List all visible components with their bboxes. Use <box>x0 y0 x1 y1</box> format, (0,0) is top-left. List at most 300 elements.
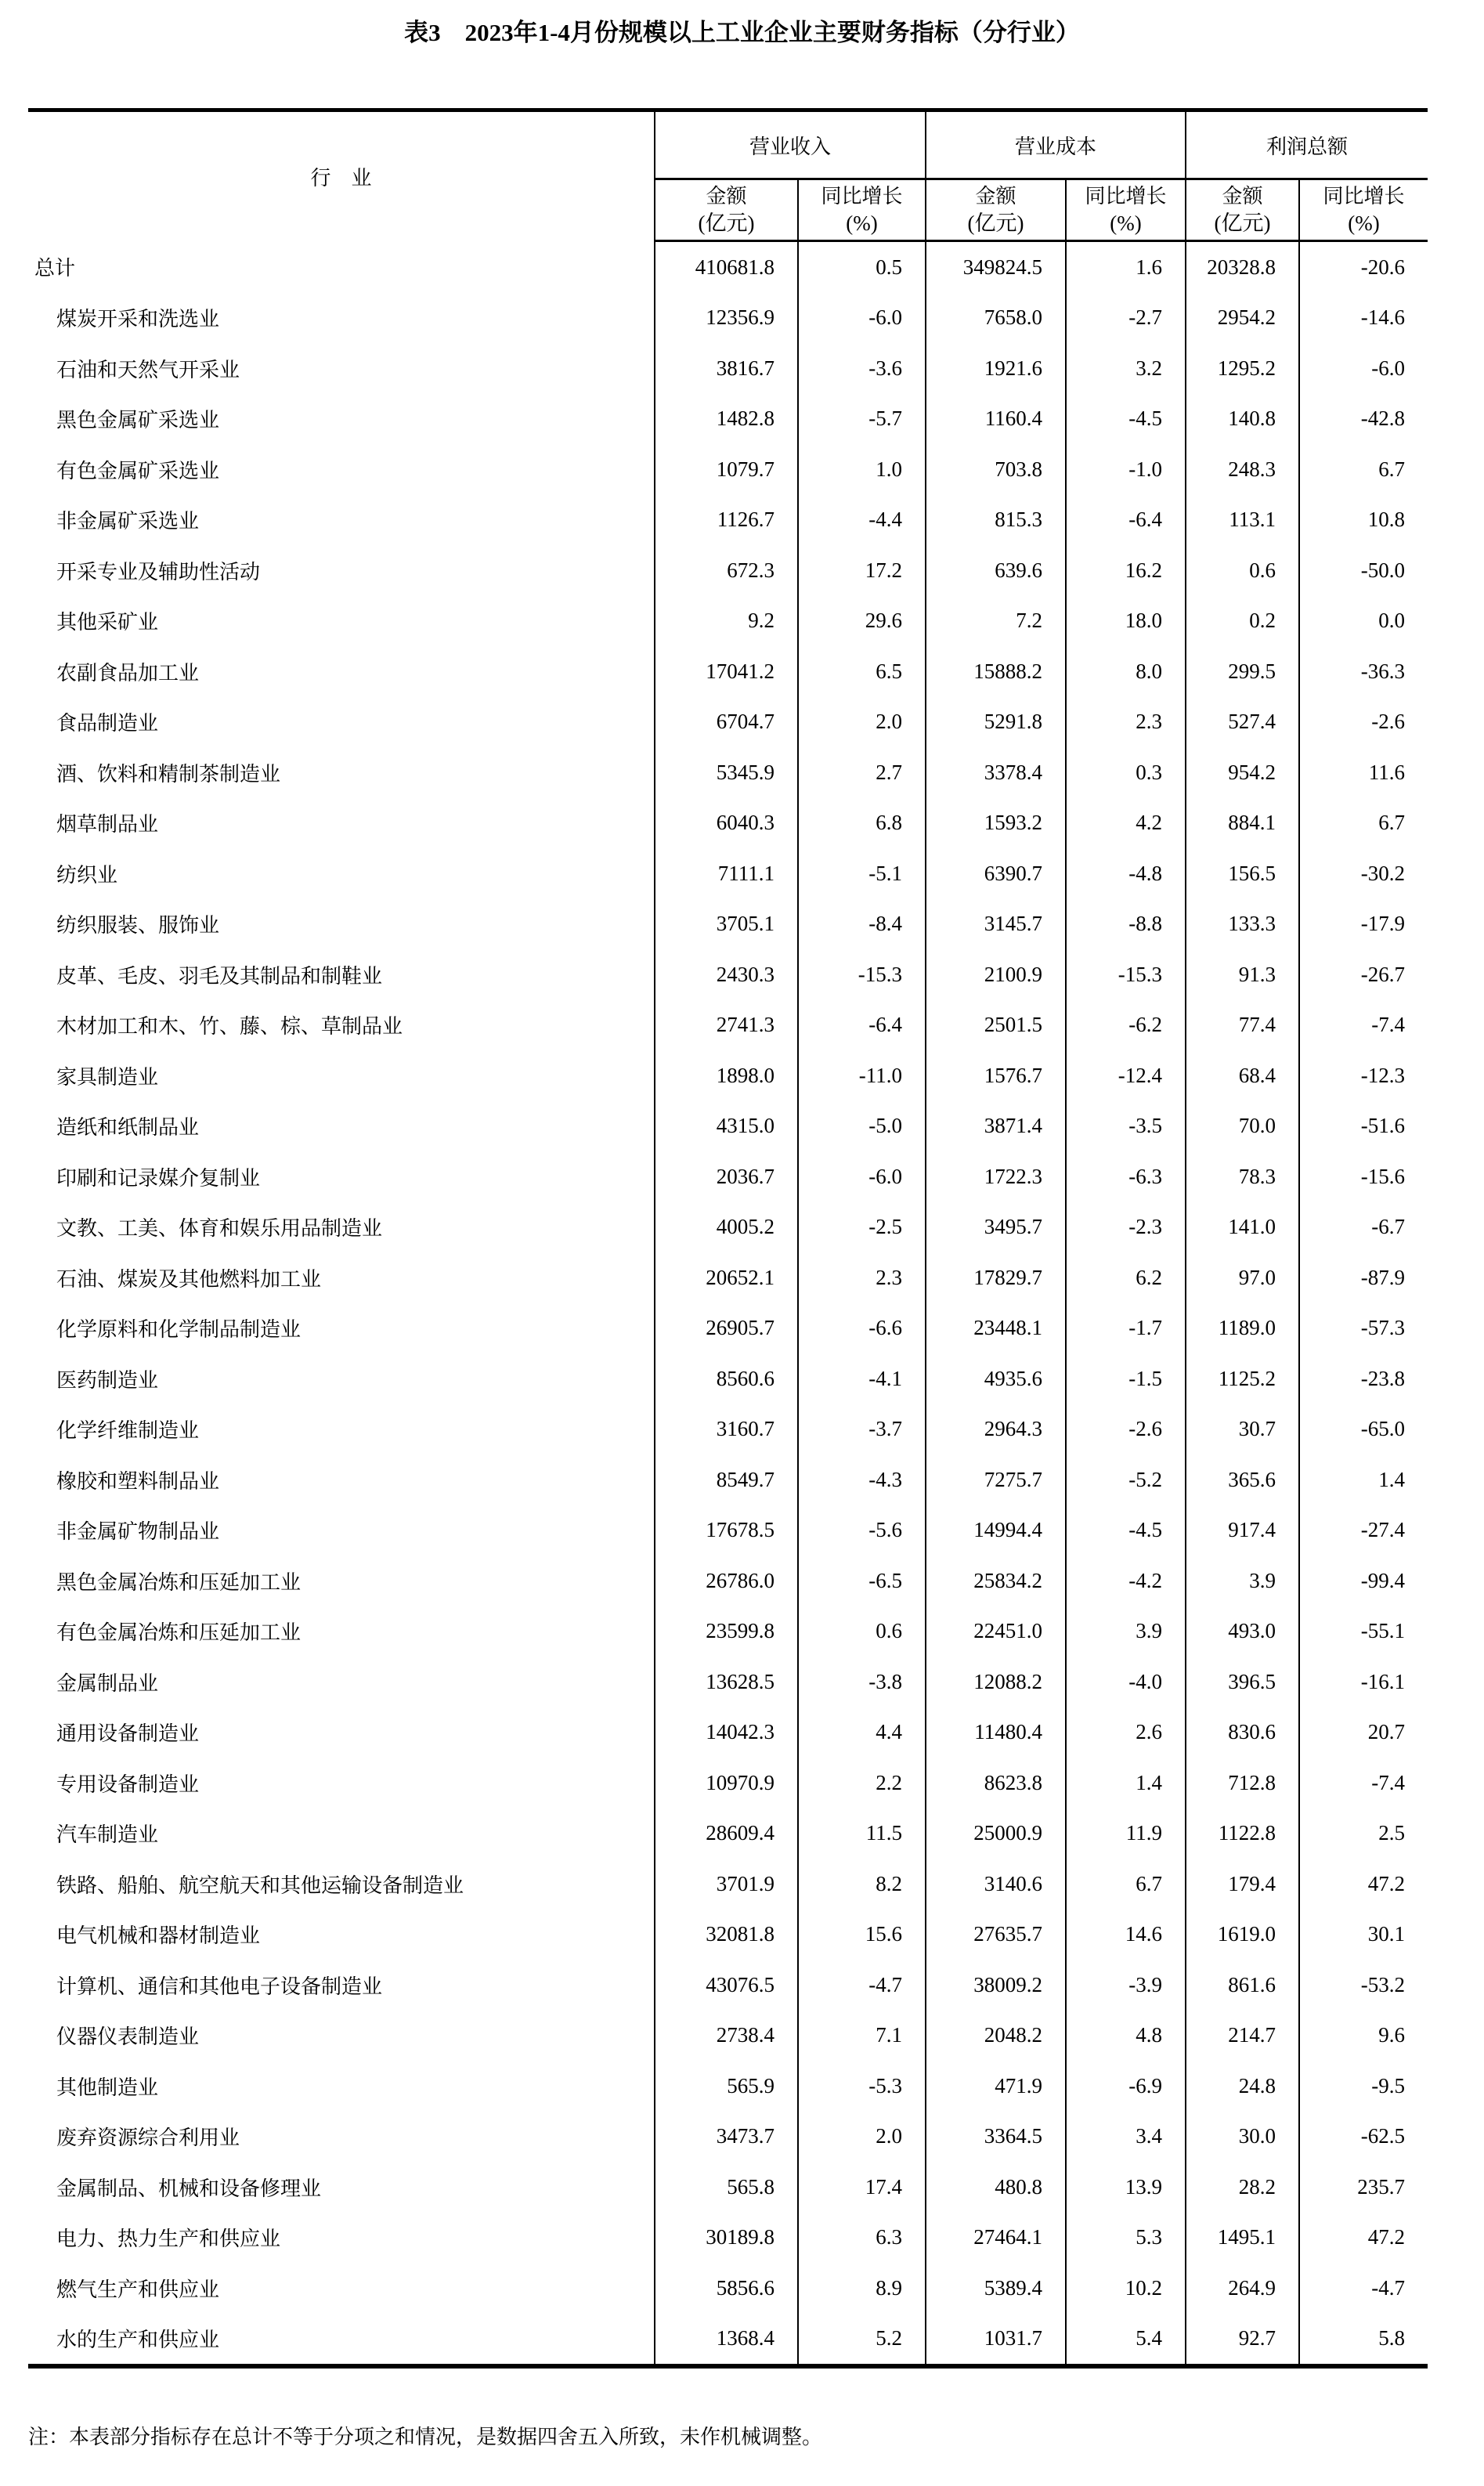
profit-growth-cell: -53.2 <box>1299 1960 1428 2011</box>
table-row <box>28 495 1428 546</box>
industry-name: 木材加工和木、竹、藤、棕、草制品业 <box>56 1015 403 1039</box>
revenue-amount-cell: 23599.8 <box>655 1606 798 1657</box>
profit-amount-cell: 68.4 <box>1186 1050 1299 1101</box>
industry-name: 电力、热力生产和供应业 <box>56 2228 281 2252</box>
cost-amount-cell: 5389.4 <box>926 2263 1066 2314</box>
revenue-amount-cell: 30189.8 <box>655 2213 798 2264</box>
profit-growth-cell: 1.4 <box>1299 1454 1428 1505</box>
profit-amount-cell: 884.1 <box>1186 798 1299 849</box>
industry-name: 造纸和纸制品业 <box>56 1116 200 1140</box>
revenue-amount-cell: 8549.7 <box>655 1454 798 1505</box>
industry-name: 煤炭开采和洗选业 <box>56 308 220 332</box>
revenue-growth-cell: 0.5 <box>798 241 926 293</box>
cost-growth-cell: 5.3 <box>1066 2213 1186 2264</box>
table-row <box>28 1101 1428 1152</box>
cost-amount-cell: 2048.2 <box>926 2011 1066 2061</box>
cost-growth-cell: -8.8 <box>1066 899 1186 950</box>
table-header <box>28 110 1428 241</box>
revenue-growth-cell: 8.9 <box>798 2263 926 2314</box>
profit-growth-cell: -2.6 <box>1299 697 1428 748</box>
cost-growth-cell: 13.9 <box>1066 2162 1186 2213</box>
revenue-amount-cell: 5345.9 <box>655 747 798 798</box>
revenue-growth-cell: -11.0 <box>798 1050 926 1101</box>
table-row <box>28 2314 1428 2367</box>
industry-name: 医药制造业 <box>56 1368 159 1393</box>
profit-growth-cell: -12.3 <box>1299 1050 1428 1101</box>
cost-amount-cell: 1921.6 <box>926 343 1066 394</box>
profit-growth-cell: 30.1 <box>1299 1910 1428 1960</box>
industry-name: 黑色金属矿采选业 <box>56 409 220 433</box>
revenue-growth-cell: -5.7 <box>798 394 926 445</box>
cost-amount-cell: 27464.1 <box>926 2213 1066 2264</box>
industry-name: 总计 <box>34 257 76 280</box>
industry-name: 燃气生产和供应业 <box>56 2278 220 2302</box>
profit-growth-cell: -36.3 <box>1299 646 1428 697</box>
profit-growth-cell: -17.9 <box>1299 899 1428 950</box>
revenue-growth-cell: 7.1 <box>798 2011 926 2061</box>
revenue-growth-cell: -2.5 <box>798 1202 926 1253</box>
profit-growth-cell: -9.5 <box>1299 2061 1428 2112</box>
table-row <box>28 1808 1428 1859</box>
table-row <box>28 899 1428 950</box>
profit-growth-cell: 5.8 <box>1299 2314 1428 2367</box>
industry-name: 纺织服装、服饰业 <box>56 914 220 938</box>
profit-growth-cell: -15.6 <box>1299 1151 1428 1202</box>
table-row <box>28 1606 1428 1657</box>
table-row <box>28 1758 1428 1808</box>
cost-amount-cell: 1576.7 <box>926 1050 1066 1101</box>
profit-amount-cell: 30.0 <box>1186 2112 1299 2163</box>
financial-indicators-table <box>28 108 1428 2369</box>
cost-amount-cell: 471.9 <box>926 2061 1066 2112</box>
revenue-amount-cell: 43076.5 <box>655 1960 798 2011</box>
cost-amount-cell: 7.2 <box>926 596 1066 647</box>
cost-growth-cell: -5.2 <box>1066 1454 1186 1505</box>
cost-growth-cell: -4.5 <box>1066 394 1186 445</box>
revenue-amount-cell: 3160.7 <box>655 1404 798 1455</box>
revenue-growth-cell: -5.1 <box>798 848 926 899</box>
revenue-growth-cell: 5.2 <box>798 2314 926 2367</box>
profit-amount-cell: 70.0 <box>1186 1101 1299 1152</box>
industry-name: 专用设备制造业 <box>56 1772 200 1797</box>
revenue-growth-cell: -8.4 <box>798 899 926 950</box>
cost-amount-cell: 11480.4 <box>926 1707 1066 1758</box>
profit-growth-cell: -7.4 <box>1299 1000 1428 1051</box>
revenue-growth-cell: -3.6 <box>798 343 926 394</box>
table-body <box>28 241 1428 2367</box>
industry-name: 其他采矿业 <box>56 611 159 635</box>
revenue-amount-cell: 12356.9 <box>655 293 798 344</box>
cost-amount-cell: 7658.0 <box>926 293 1066 344</box>
revenue-amount-cell: 5856.6 <box>655 2263 798 2314</box>
cost-amount-cell: 7275.7 <box>926 1454 1066 1505</box>
profit-growth-cell: -6.7 <box>1299 1202 1428 1253</box>
revenue-amount-cell: 28609.4 <box>655 1808 798 1859</box>
industry-name: 计算机、通信和其他电子设备制造业 <box>56 1975 383 1999</box>
profit-amount-cell: 20328.8 <box>1186 241 1299 293</box>
table-row <box>28 2263 1428 2314</box>
profit-amount-cell: 861.6 <box>1186 1960 1299 2011</box>
table-row <box>28 1000 1428 1051</box>
profit-amount-cell: 1122.8 <box>1186 1808 1299 1859</box>
table-row <box>28 646 1428 697</box>
profit-amount-header: 金额 (亿元) <box>1186 179 1299 241</box>
cost-growth-cell: 4.8 <box>1066 2011 1186 2061</box>
revenue-growth-cell: 6.5 <box>798 646 926 697</box>
cost-growth-cell: -6.9 <box>1066 2061 1186 2112</box>
revenue-amount-cell: 17041.2 <box>655 646 798 697</box>
table-row <box>28 747 1428 798</box>
revenue-amount-cell: 32081.8 <box>655 1910 798 1960</box>
revenue-amount-cell: 7111.1 <box>655 848 798 899</box>
revenue-amount-cell: 1898.0 <box>655 1050 798 1101</box>
profit-amount-cell: 92.7 <box>1186 2314 1299 2367</box>
industry-name: 印刷和记录媒介复制业 <box>56 1166 261 1191</box>
profit-growth-cell: -20.6 <box>1299 241 1428 293</box>
revenue-amount-cell: 410681.8 <box>655 241 798 293</box>
cost-amount-cell: 1031.7 <box>926 2314 1066 2367</box>
cost-amount-cell: 8623.8 <box>926 1758 1066 1808</box>
table-row <box>28 2213 1428 2264</box>
industry-name: 金属制品业 <box>56 1671 159 1696</box>
cost-amount-header: 金额 (亿元) <box>926 179 1066 241</box>
revenue-growth-cell: 2.0 <box>798 697 926 748</box>
table-row <box>28 1505 1428 1556</box>
cost-growth-cell: -2.7 <box>1066 293 1186 344</box>
revenue-amount-cell: 2430.3 <box>655 949 798 1000</box>
table-row <box>28 798 1428 849</box>
revenue-growth-cell: 2.3 <box>798 1252 926 1303</box>
cost-growth-cell: -1.7 <box>1066 1303 1186 1354</box>
table-row <box>28 1859 1428 1910</box>
revenue-growth-cell: -5.6 <box>798 1505 926 1556</box>
profit-growth-cell: -27.4 <box>1299 1505 1428 1556</box>
revenue-amount-cell: 20652.1 <box>655 1252 798 1303</box>
industry-name: 橡胶和塑料制品业 <box>56 1469 220 1494</box>
revenue-growth-cell: 29.6 <box>798 596 926 647</box>
cost-amount-cell: 1593.2 <box>926 798 1066 849</box>
table-row <box>28 2112 1428 2163</box>
revenue-growth-cell: 2.7 <box>798 747 926 798</box>
revenue-growth-cell: -3.8 <box>798 1657 926 1707</box>
cost-amount-cell: 815.3 <box>926 495 1066 546</box>
table-row <box>28 2011 1428 2061</box>
revenue-growth-cell: 2.0 <box>798 2112 926 2163</box>
revenue-growth-cell: -6.0 <box>798 293 926 344</box>
profit-amount-cell: 113.1 <box>1186 495 1299 546</box>
revenue-amount-cell: 1126.7 <box>655 495 798 546</box>
industry-name: 废弃资源综合利用业 <box>56 2126 240 2151</box>
industry-name: 石油和天然气开采业 <box>56 358 240 382</box>
revenue-amount-cell: 672.3 <box>655 545 798 596</box>
cost-growth-cell: 8.0 <box>1066 646 1186 697</box>
revenue-growth-cell: -4.4 <box>798 495 926 546</box>
cost-amount-cell: 14994.4 <box>926 1505 1066 1556</box>
profit-amount-cell: 3.9 <box>1186 1556 1299 1606</box>
cost-growth-cell: 3.9 <box>1066 1606 1186 1657</box>
profit-amount-cell: 1295.2 <box>1186 343 1299 394</box>
cost-group-header: 营业成本 <box>926 110 1186 179</box>
industry-name: 石油、煤炭及其他燃料加工业 <box>56 1267 322 1292</box>
cost-amount-cell: 5291.8 <box>926 697 1066 748</box>
profit-growth-cell: 10.8 <box>1299 495 1428 546</box>
profit-amount-cell: 1495.1 <box>1186 2213 1299 2264</box>
industry-name: 铁路、船舶、航空航天和其他运输设备制造业 <box>56 1874 464 1898</box>
profit-growth-cell: 47.2 <box>1299 2213 1428 2264</box>
profit-growth-cell: 11.6 <box>1299 747 1428 798</box>
cost-amount-cell: 25834.2 <box>926 1556 1066 1606</box>
cost-growth-cell: -2.6 <box>1066 1404 1186 1455</box>
table-row <box>28 1202 1428 1253</box>
revenue-growth-cell: 17.2 <box>798 545 926 596</box>
profit-growth-cell: -55.1 <box>1299 1606 1428 1657</box>
profit-amount-cell: 712.8 <box>1186 1758 1299 1808</box>
revenue-growth-cell: -4.1 <box>798 1353 926 1404</box>
profit-growth-cell: -30.2 <box>1299 848 1428 899</box>
cost-amount-cell: 1160.4 <box>926 394 1066 445</box>
cost-growth-cell: -3.9 <box>1066 1960 1186 2011</box>
cost-growth-cell: -15.3 <box>1066 949 1186 1000</box>
profit-amount-cell: 493.0 <box>1186 1606 1299 1657</box>
revenue-amount-cell: 6704.7 <box>655 697 798 748</box>
revenue-growth-cell: -3.7 <box>798 1404 926 1455</box>
revenue-amount-cell: 565.9 <box>655 2061 798 2112</box>
cost-amount-cell: 4935.6 <box>926 1353 1066 1404</box>
profit-amount-cell: 214.7 <box>1186 2011 1299 2061</box>
cost-growth-cell: 3.2 <box>1066 343 1186 394</box>
table-row <box>28 394 1428 445</box>
profit-amount-cell: 141.0 <box>1186 1202 1299 1253</box>
table-row <box>28 1454 1428 1505</box>
profit-growth-cell: -50.0 <box>1299 545 1428 596</box>
cost-amount-cell: 2501.5 <box>926 1000 1066 1051</box>
profit-amount-cell: 24.8 <box>1186 2061 1299 2112</box>
revenue-amount-cell: 2741.3 <box>655 1000 798 1051</box>
cost-growth-cell: 1.4 <box>1066 1758 1186 1808</box>
revenue-growth-cell: 0.6 <box>798 1606 926 1657</box>
table-row <box>28 2162 1428 2213</box>
revenue-amount-cell: 1482.8 <box>655 394 798 445</box>
profit-growth-cell: -57.3 <box>1299 1303 1428 1354</box>
revenue-amount-cell: 3816.7 <box>655 343 798 394</box>
industry-name: 仪器仪表制造业 <box>56 2025 200 2050</box>
cost-growth-cell: 6.7 <box>1066 1859 1186 1910</box>
revenue-amount-cell: 1079.7 <box>655 444 798 495</box>
profit-growth-header: 同比增长 (%) <box>1299 179 1428 241</box>
profit-growth-cell: 0.0 <box>1299 596 1428 647</box>
revenue-group-header: 营业收入 <box>655 110 926 179</box>
industry-name: 化学原料和化学制品制造业 <box>56 1318 301 1342</box>
profit-growth-cell: -23.8 <box>1299 1353 1428 1404</box>
profit-amount-cell: 248.3 <box>1186 444 1299 495</box>
revenue-amount-cell: 17678.5 <box>655 1505 798 1556</box>
cost-growth-cell: -3.5 <box>1066 1101 1186 1152</box>
industry-name: 农副食品加工业 <box>56 661 200 685</box>
revenue-amount-cell: 3701.9 <box>655 1859 798 1910</box>
cost-amount-cell: 639.6 <box>926 545 1066 596</box>
industry-name: 烟草制品业 <box>56 813 159 837</box>
industry-name: 非金属矿物制品业 <box>56 1520 220 1545</box>
industry-name: 纺织业 <box>56 863 118 887</box>
table-title: 表3 2023年1-4月份规模以上工业企业主要财务指标（分行业） <box>404 19 1080 46</box>
industry-name: 有色金属冶炼和压延加工业 <box>56 1621 301 1646</box>
industry-name: 有色金属矿采选业 <box>56 459 220 483</box>
revenue-amount-cell: 1368.4 <box>655 2314 798 2367</box>
cost-growth-cell: -12.4 <box>1066 1050 1186 1101</box>
cost-amount-cell: 23448.1 <box>926 1303 1066 1354</box>
profit-growth-cell: 2.5 <box>1299 1808 1428 1859</box>
profit-amount-cell: 299.5 <box>1186 646 1299 697</box>
cost-growth-cell: -6.4 <box>1066 495 1186 546</box>
cost-amount-cell: 2100.9 <box>926 949 1066 1000</box>
revenue-amount-cell: 10970.9 <box>655 1758 798 1808</box>
cost-growth-cell: -6.2 <box>1066 1000 1186 1051</box>
table-row <box>28 1151 1428 1202</box>
cost-amount-cell: 3495.7 <box>926 1202 1066 1253</box>
cost-amount-cell: 27635.7 <box>926 1910 1066 1960</box>
revenue-growth-cell: -6.0 <box>798 1151 926 1202</box>
industry-name: 食品制造业 <box>56 712 159 736</box>
profit-amount-cell: 2954.2 <box>1186 293 1299 344</box>
revenue-amount-cell: 14042.3 <box>655 1707 798 1758</box>
profit-growth-cell: -87.9 <box>1299 1252 1428 1303</box>
profit-growth-cell: -62.5 <box>1299 2112 1428 2163</box>
profit-amount-cell: 30.7 <box>1186 1404 1299 1455</box>
profit-amount-cell: 954.2 <box>1186 747 1299 798</box>
cost-amount-cell: 3364.5 <box>926 2112 1066 2163</box>
cost-amount-cell: 2964.3 <box>926 1404 1066 1455</box>
cost-growth-cell: -4.0 <box>1066 1657 1186 1707</box>
profit-growth-cell: -7.4 <box>1299 1758 1428 1808</box>
revenue-growth-cell: -5.0 <box>798 1101 926 1152</box>
cost-growth-cell: -4.2 <box>1066 1556 1186 1606</box>
table-row <box>28 343 1428 394</box>
industry-name: 化学纤维制造业 <box>56 1419 200 1444</box>
profit-amount-cell: 179.4 <box>1186 1859 1299 1910</box>
cost-growth-cell: -6.3 <box>1066 1151 1186 1202</box>
table-row <box>28 1910 1428 1960</box>
profit-amount-cell: 365.6 <box>1186 1454 1299 1505</box>
industry-name: 通用设备制造业 <box>56 1722 200 1747</box>
table-row <box>28 1404 1428 1455</box>
profit-amount-cell: 0.2 <box>1186 596 1299 647</box>
cost-growth-cell: -1.5 <box>1066 1353 1186 1404</box>
cost-amount-cell: 38009.2 <box>926 1960 1066 2011</box>
table-row <box>28 1353 1428 1404</box>
cost-growth-cell: 4.2 <box>1066 798 1186 849</box>
industry-name: 非金属矿采选业 <box>56 510 200 534</box>
cost-amount-cell: 17829.7 <box>926 1252 1066 1303</box>
profit-amount-cell: 1189.0 <box>1186 1303 1299 1354</box>
cost-growth-cell: -1.0 <box>1066 444 1186 495</box>
revenue-amount-cell: 6040.3 <box>655 798 798 849</box>
profit-growth-cell: 6.7 <box>1299 444 1428 495</box>
revenue-growth-cell: -4.7 <box>798 1960 926 2011</box>
cost-growth-cell: 2.6 <box>1066 1707 1186 1758</box>
table-row <box>28 697 1428 748</box>
industry-name: 其他制造业 <box>56 2076 159 2100</box>
industry-column-header: 行业 <box>28 110 655 241</box>
revenue-amount-cell: 13628.5 <box>655 1657 798 1707</box>
revenue-growth-cell: -6.6 <box>798 1303 926 1354</box>
cost-growth-cell: 16.2 <box>1066 545 1186 596</box>
industry-name: 开采专业及辅助性活动 <box>56 560 261 584</box>
industry-name: 家具制造业 <box>56 1065 159 1089</box>
revenue-amount-cell: 2738.4 <box>655 2011 798 2061</box>
revenue-growth-cell: -5.3 <box>798 2061 926 2112</box>
profit-amount-cell: 264.9 <box>1186 2263 1299 2314</box>
cost-amount-cell: 3378.4 <box>926 747 1066 798</box>
table-row <box>28 1252 1428 1303</box>
footnote: 注：本表部分指标存在总计不等于分项之和情况，是数据四舍五入所致，未作机械调整。 <box>28 2426 823 2449</box>
profit-amount-cell: 1125.2 <box>1186 1353 1299 1404</box>
cost-amount-cell: 3140.6 <box>926 1859 1066 1910</box>
total-row <box>28 241 1428 293</box>
revenue-amount-cell: 3473.7 <box>655 2112 798 2163</box>
revenue-amount-cell: 4005.2 <box>655 1202 798 1253</box>
revenue-growth-cell: 6.8 <box>798 798 926 849</box>
revenue-growth-header: 同比增长 (%) <box>798 179 926 241</box>
table-row <box>28 949 1428 1000</box>
cost-growth-cell: -4.8 <box>1066 848 1186 899</box>
revenue-growth-cell: 6.3 <box>798 2213 926 2264</box>
cost-amount-cell: 25000.9 <box>926 1808 1066 1859</box>
industry-name: 黑色金属冶炼和压延加工业 <box>56 1570 301 1595</box>
profit-amount-cell: 156.5 <box>1186 848 1299 899</box>
profit-group-header: 利润总额 <box>1186 110 1428 179</box>
industry-name: 汽车制造业 <box>56 1823 159 1848</box>
table-row <box>28 293 1428 344</box>
revenue-growth-cell: 17.4 <box>798 2162 926 2213</box>
cost-growth-cell: 14.6 <box>1066 1910 1186 1960</box>
revenue-growth-cell: 1.0 <box>798 444 926 495</box>
cost-growth-cell: 1.6 <box>1066 241 1186 293</box>
profit-growth-cell: -51.6 <box>1299 1101 1428 1152</box>
cost-growth-cell: 18.0 <box>1066 596 1186 647</box>
revenue-growth-cell: 4.4 <box>798 1707 926 1758</box>
industry-name: 电气机械和器材制造业 <box>56 1924 261 1949</box>
revenue-amount-cell: 8560.6 <box>655 1353 798 1404</box>
table-row <box>28 2061 1428 2112</box>
table-row <box>28 1960 1428 2011</box>
cost-amount-cell: 349824.5 <box>926 241 1066 293</box>
profit-amount-cell: 78.3 <box>1186 1151 1299 1202</box>
profit-growth-cell: 235.7 <box>1299 2162 1428 2213</box>
profit-amount-cell: 91.3 <box>1186 949 1299 1000</box>
cost-amount-cell: 480.8 <box>926 2162 1066 2213</box>
table-row <box>28 545 1428 596</box>
cost-amount-cell: 3871.4 <box>926 1101 1066 1152</box>
profit-growth-cell: 6.7 <box>1299 798 1428 849</box>
revenue-amount-cell: 26786.0 <box>655 1556 798 1606</box>
profit-growth-cell: -14.6 <box>1299 293 1428 344</box>
cost-growth-cell: 5.4 <box>1066 2314 1186 2367</box>
profit-growth-cell: -4.7 <box>1299 2263 1428 2314</box>
profit-growth-cell: -6.0 <box>1299 343 1428 394</box>
revenue-amount-cell: 4315.0 <box>655 1101 798 1152</box>
profit-growth-cell: 9.6 <box>1299 2011 1428 2061</box>
industry-name: 水的生产和供应业 <box>28 2314 655 2367</box>
revenue-amount-cell: 9.2 <box>655 596 798 647</box>
revenue-growth-cell: 15.6 <box>798 1910 926 1960</box>
cost-amount-cell: 15888.2 <box>926 646 1066 697</box>
revenue-amount-header: 金额 (亿元) <box>655 179 798 241</box>
profit-amount-cell: 77.4 <box>1186 1000 1299 1051</box>
cost-amount-cell: 1722.3 <box>926 1151 1066 1202</box>
cost-growth-cell: -2.3 <box>1066 1202 1186 1253</box>
cost-growth-cell: 3.4 <box>1066 2112 1186 2163</box>
profit-growth-cell: -26.7 <box>1299 949 1428 1000</box>
